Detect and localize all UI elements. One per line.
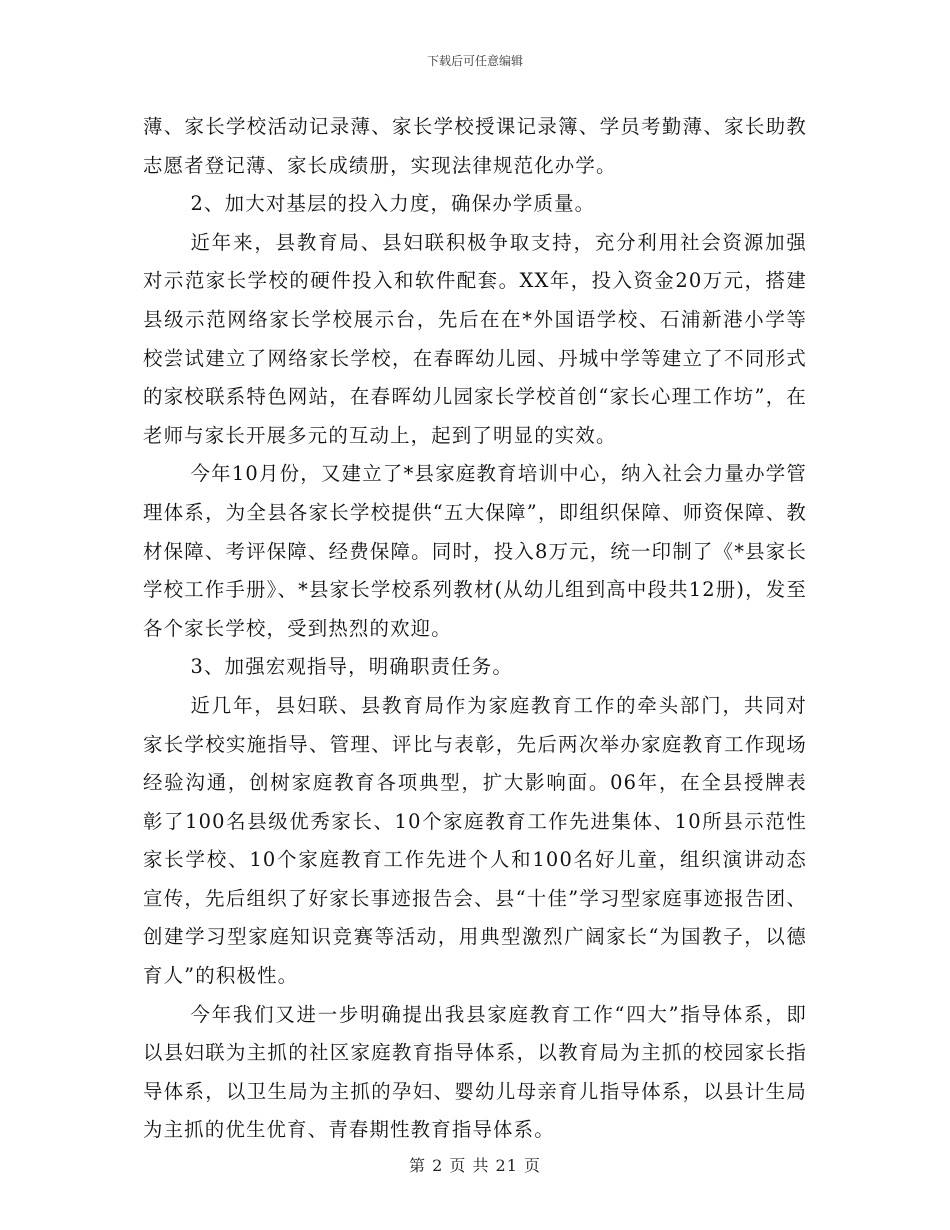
paragraph-1: 薄、家长学校活动记录薄、家长学校授课记录簿、学员考勤薄、家长助教志愿者登记薄、家长成绩册，实现法律规范化办学。 [143,115,807,177]
page-number: 第 2 页 共 21 页 [409,1156,541,1175]
paragraph-5: 3、加强宏观指导，明确职责任务。 [190,655,513,679]
paragraph-6: 近几年，县妇联、县教育局作为家庭教育工作的牵头部门，共同对家长学校实施指导、管理、评比与表彰，先后两次举办家庭教育工作现场经验沟通，创树家庭教育各项典型，扩大影响面。06年，在全县授牌表彰了100名县级优秀家长、10个家庭教育工作先进集体、10所县示范性家长学校、10个家庭教育工作先进个人和100名好儿童，组织演讲动态宣传，先后组织了好家长事迹报告会、县“十佳”学习型家庭事迹报告团、创建学习型家庭知识竞赛等活动，用典型激烈广阔家长“为国教子，以德育人”的积极性。 [143,693,807,988]
paragraph-4: 今年10月份，又建立了*县家庭教育培训中心，纳入社会力量办学管理体系，为全县各家长学校提供“五大保障”，即组织保障、师资保障、教材保障、考评保障、经费保障。同时，投入8万元，统一印制了《*县家长学校工作手册》、*县家长学校系列教材(从幼儿组到高中段共12册)，发至各个家长学校，受到热烈的欢迎。 [143,462,807,640]
paragraph-3: 近年来，县教育局、县妇联积极争取支持，充分利用社会资源加强对示范家长学校的硬件投入和软件配套。XX年，投入资金20万元，搭建县级示范网络家长学校展示台，先后在在*外国语学校、石浦新港小学等校尝试建立了网络家长学校，在春晖幼儿园、丹城中学等建立了不同形式的家校联系特色网站，在春晖幼儿园家长学校首创“家长心理工作坊”，在老师与家长开展多元的互动上，起到了明显的实效。 [143,230,807,447]
document-body [143,108,807,1150]
page-header: 下载后可任意编辑 [426,54,523,68]
paragraph-7: 今年我们又进一步明确提出我县家庭教育工作“四大”指导体系，即以县妇联为主抓的社区家庭教育指导体系，以教育局为主抓的校园家长指导体系，以卫生局为主抓的孕妇、婴幼儿母亲育儿指导体系，以县计生局为主抓的优生优育、青春期性教育指导体系。 [143,1002,807,1142]
paragraph-2: 2、加大对基层的投入力度，确保办学质量。 [190,192,596,216]
